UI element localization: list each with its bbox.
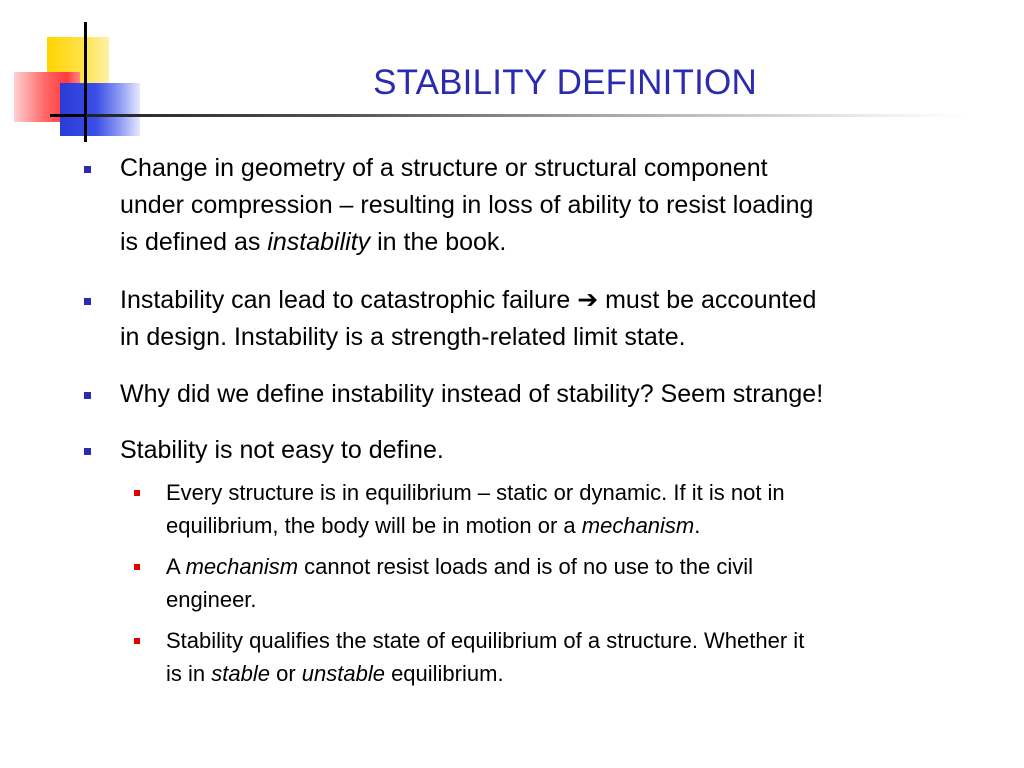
sub-bullet-3-line-2	[166, 657, 1006, 690]
emphasis-mechanism: mechanism	[581, 513, 695, 538]
bullet-2-line-2: in design. Instability is a strength-related limit state.	[120, 323, 686, 351]
logo-vertical-line	[84, 22, 87, 142]
text-run: or	[269, 661, 302, 686]
text-run: is in	[166, 661, 212, 686]
text-run: .	[694, 513, 701, 538]
emphasis-stable: stable	[211, 661, 270, 686]
title-underline	[86, 114, 966, 117]
emphasis-unstable: unstable	[301, 661, 385, 686]
sub-bullet-1-line-1: Every structure is in equilibrium – static or dynamic. If it is not in	[166, 480, 785, 505]
emphasis-mechanism: mechanism	[185, 554, 299, 579]
bullet-1-line-2: under compression – resulting in loss of ability to resist loading	[120, 191, 814, 219]
bullet-4-line-1: Stability is not easy to define.	[120, 436, 444, 464]
text-run: equilibrium.	[384, 661, 504, 686]
bullet-1-line-1: Change in geometry of a structure or structural component	[120, 154, 768, 182]
arrow-icon: ➔	[577, 286, 599, 314]
bullet-2	[120, 282, 1010, 356]
bullet-2-line-1	[120, 282, 1010, 319]
bullet-3-line-1: Why did we define instability instead of stability? Seem strange!	[120, 380, 824, 408]
bullet-4	[120, 432, 1010, 469]
text-run: must be accounted	[598, 286, 817, 314]
sub-bullet-3	[166, 624, 1006, 690]
emphasis-instability: instability	[267, 228, 371, 256]
text-run: Instability can lead to catastrophic failure	[120, 286, 578, 314]
text-run: is defined as	[120, 228, 268, 256]
decorative-logo	[0, 0, 150, 150]
bullet-1-line-3	[120, 224, 1010, 261]
sub-bullet-1	[166, 476, 1006, 542]
sub-bullet-3-line-1: Stability qualifies the state of equilibrium of a structure. Whether it	[166, 628, 805, 653]
sub-bullet-2-line-2: engineer.	[166, 587, 257, 612]
text-run: cannot resist loads and is of no use to the civil	[298, 554, 753, 579]
sub-bullet-2-line-1	[166, 550, 1006, 583]
text-run: equilibrium, the body will be in motion or a	[166, 513, 582, 538]
text-run: in the book.	[370, 228, 507, 256]
sub-bullet-1-line-2	[166, 509, 1006, 542]
sub-bullet-2	[166, 550, 1006, 616]
bullet-1	[120, 150, 1010, 261]
text-run: A	[166, 554, 186, 579]
bullet-3	[120, 376, 1010, 413]
logo-blue-square	[60, 83, 140, 136]
slide-title: STABILITY DEFINITION	[373, 63, 757, 102]
